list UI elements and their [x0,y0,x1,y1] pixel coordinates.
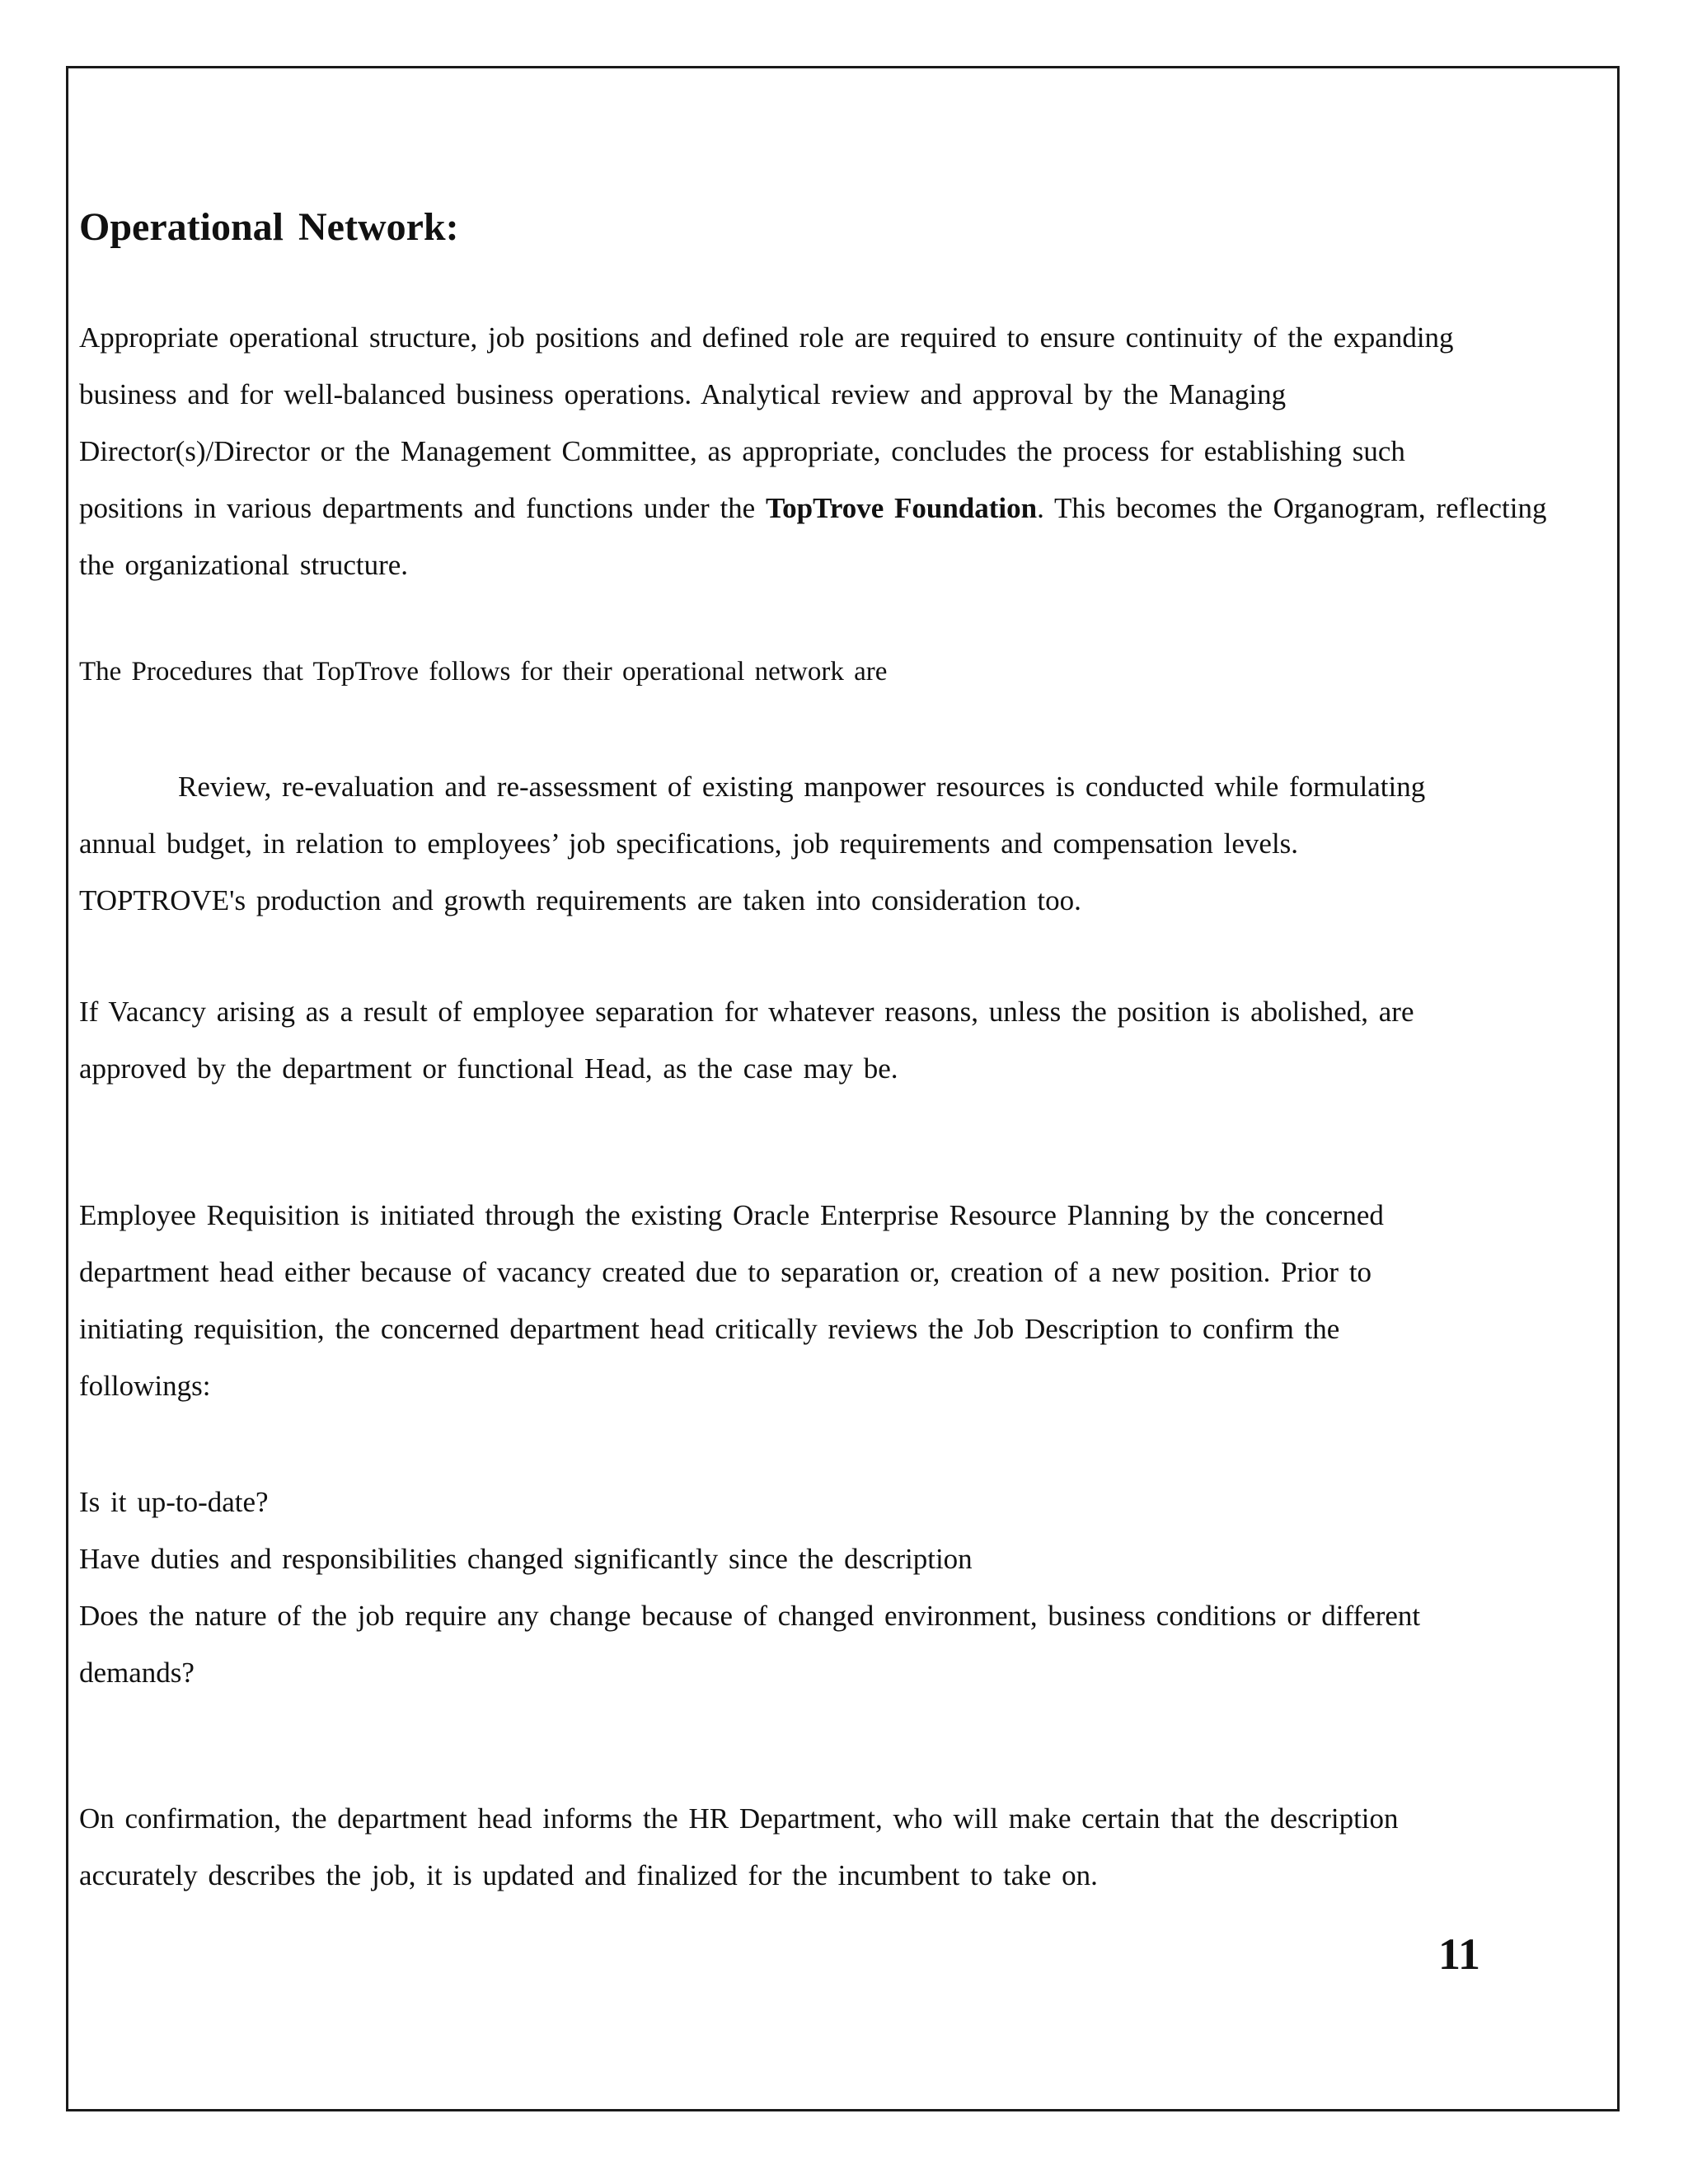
intro-line: Director(s)/Director or the Management Committee, as appropriate, concludes the process for establishing such [79,435,1405,467]
requisition-paragraph [79,1187,1384,1414]
intro-line-post: . This becomes the Organogram, reflecting [1037,492,1547,524]
procedures-intro [79,644,887,701]
requisition-line: followings: [79,1370,211,1402]
review-line: annual budget, in relation to employees’ job specifications, job requirements and compensation levels. [79,827,1299,860]
review-line: TOPTROVE's production and growth requirements are taken into consideration too. [79,884,1081,916]
review-paragraph [79,758,1425,929]
requisition-line: Employee Requisition is initiated through the existing Oracle Enterprise Resource Planning by the concerned [79,1199,1384,1231]
section-heading: Operational Network: [79,205,459,249]
requisition-line: department head either because of vacancy created due to separation or, creation of a new position. Prior to [79,1256,1372,1288]
intro-paragraph [79,309,1547,593]
question-item: Does the nature of the job require any change because of changed environment, business conditions or different [79,1600,1421,1632]
page-number: 11 [1438,1929,1481,1979]
question-item-continued: demands? [79,1657,195,1689]
intro-line-with-org [79,480,1547,537]
question-item: Is it up-to-date? [79,1486,269,1518]
intro-line-pre: positions in various departments and functions under the [79,492,766,524]
intro-line: the organizational structure. [79,549,409,581]
vacancy-paragraph [79,983,1414,1097]
intro-line: Appropriate operational structure, job positions and defined role are required to ensure continuity of the expanding [79,321,1454,354]
requisition-line: initiating requisition, the concerned department head critically reviews the Job Description to confirm the [79,1313,1340,1345]
questions-list [79,1474,1420,1701]
organization-name: TopTrove Foundation [765,492,1038,524]
confirmation-line: On confirmation, the department head informs the HR Department, who will make certain that the description [79,1802,1399,1835]
vacancy-line: approved by the department or functional Head, as the case may be. [79,1052,898,1085]
intro-line: business and for well-balanced business operations. Analytical review and approval by the Managing [79,378,1287,410]
review-line: Review, re-evaluation and re-assessment of existing manpower resources is conducted while formulating [178,771,1426,803]
question-item: Have duties and responsibilities changed significantly since the description [79,1543,973,1575]
vacancy-line: If Vacancy arising as a result of employee separation for whatever reasons, unless the position is abolished, are [79,996,1414,1028]
confirmation-line: accurately describes the job, it is updated and finalized for the incumbent to take on. [79,1859,1098,1891]
confirmation-paragraph [79,1790,1399,1904]
procedures-intro-line: The Procedures that TopTrove follows for their operational network are [79,657,888,687]
